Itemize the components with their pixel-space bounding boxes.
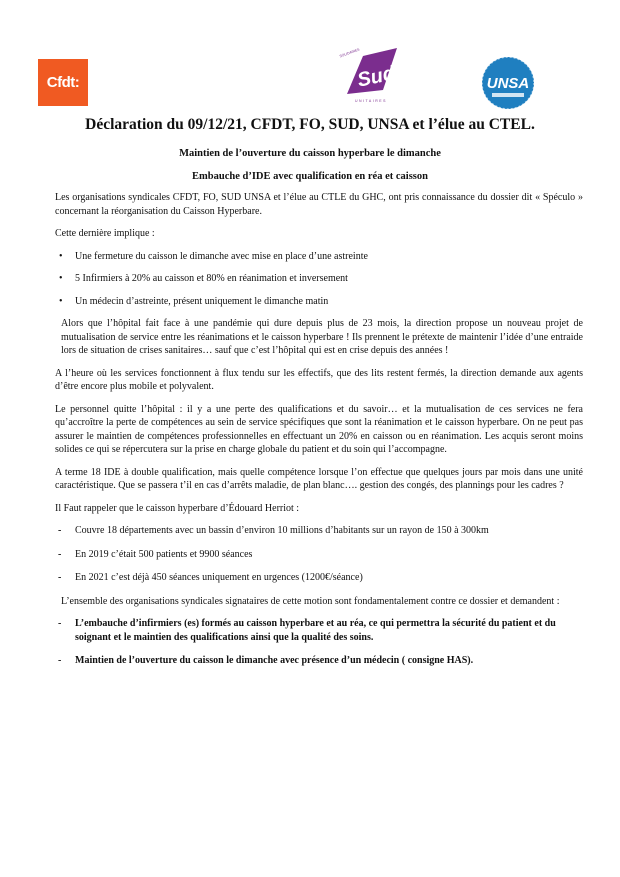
cfdt-logo (38, 59, 88, 106)
staffing-paragraph: A l’heure où les services fonctionnent à flux tendu sur les effectifs, que des lits restent fermés, la direction demande aux agents d’être encore plus mobile et polyvalent. (55, 367, 583, 392)
intro-paragraph: Les organisations syndicales CFDT, FO, SUD UNSA et l’élue au CTLE du GHC, ont pris connaissance du dossier dit « Spéculo » concernant la réorganisation du Caisson Hyperbare. (55, 192, 583, 217)
sud-logo (335, 42, 407, 104)
unsa-logo (480, 55, 536, 111)
subtitle-hiring: Embauche d’IDE avec qualification en réa et caisson (192, 171, 428, 182)
pandemic-paragraph: Alors que l’hôpital fait face à une pandémie qui dure depuis plus de 23 mois, la direction propose un nouveau projet de mutualisation de service entre les réanimations et le caisson hyperbare ! Ils prennent le prétexte de maintenir l’idée d’une entraide lors de situation de crises sanitaires… sauf que c’est l’hôpital qui est en crise depuis des années ! (61, 318, 583, 356)
cfdt-logo-text: Cfdt: (46, 74, 80, 91)
list-item: • 5 Infirmiers à 20% au caisson et 80% en réanimation et inversement (55, 272, 583, 286)
list-item: • Un médecin d’astreinte, présent uniquement le dimanche matin (55, 295, 583, 309)
svg-text:SOLIDAIRES: SOLIDAIRES (338, 47, 361, 59)
implications-list (55, 250, 583, 309)
svg-text:UNITAIRES: UNITAIRES (355, 99, 387, 103)
list-item: - En 2019 c’était 500 patients et 9900 séances (55, 548, 583, 562)
list-item: - Couvre 18 départements avec un bassin d’environ 10 millions d’habitants sur un rayon de 150 à 300km (55, 524, 583, 538)
declaration-body (55, 191, 583, 678)
demands-heading: L’ensemble des organisations syndicales signataires de cette motion sont fondamentalement contre ce dossier et demandent : (61, 595, 560, 607)
unsa-logo-text: UNSA (486, 75, 530, 92)
reminder-heading: Il Faut rappeler que le caisson hyperbare d’Édouard Herriot : (55, 502, 300, 514)
double-qualification-paragraph: A terme 18 IDE à double qualification, mais quelle compétence lorsque l’on effectue que quelques jours par mois dans une unité caractéristique. Que se passera t’il en cas d’arrêts maladie, de plan blanc…. gestion des congés, des plannings pour les cadres ? (55, 466, 583, 491)
qualification-paragraph: Le personnel quitte l’hôpital : il y a une perte des qualifications et du savoir… et la mutualisation de ces services ne fera qu’accroître la perte de compétences au sein de service spécifiques que sont la réanimation et le caisson hyperbare. On ne peut pas assurer le maintien de compétences professionnelles en effectuant un 20% en caisson ou en réanimation. Les acquis seront moins solides ce qui se répercutera sur la prise en charge globale du patient et du soin qui l’accompagne. (55, 403, 583, 455)
subtitle-opening: Maintien de l’ouverture du caisson hyperbare le dimanche (179, 148, 441, 159)
list-item: - L’embauche d’infirmiers (es) formés au caisson hyperbare et au réa, ce qui permettra la sécurité du patient et du soignant et le maintien des qualifications ainsi que la qualité des soins. (55, 617, 583, 644)
list-item: - En 2021 c’est déjà 450 séances uniquement en urgences (1200€/séance) (55, 571, 583, 585)
sud-logo-text: Sud (355, 62, 397, 92)
list-item: • Une fermeture du caisson le dimanche avec mise en place d’une astreinte (55, 250, 583, 264)
implication-heading: Cette dernière implique : (55, 228, 155, 239)
page-title: Déclaration du 09/12/21, CFDT, FO, SUD, UNSA et l’élue au CTEL. (85, 116, 535, 133)
list-item: - Maintien de l’ouverture du caisson le dimanche avec présence d’un médecin ( consigne HAS). (55, 654, 583, 668)
facts-list (55, 524, 583, 585)
demands-list (55, 617, 583, 668)
